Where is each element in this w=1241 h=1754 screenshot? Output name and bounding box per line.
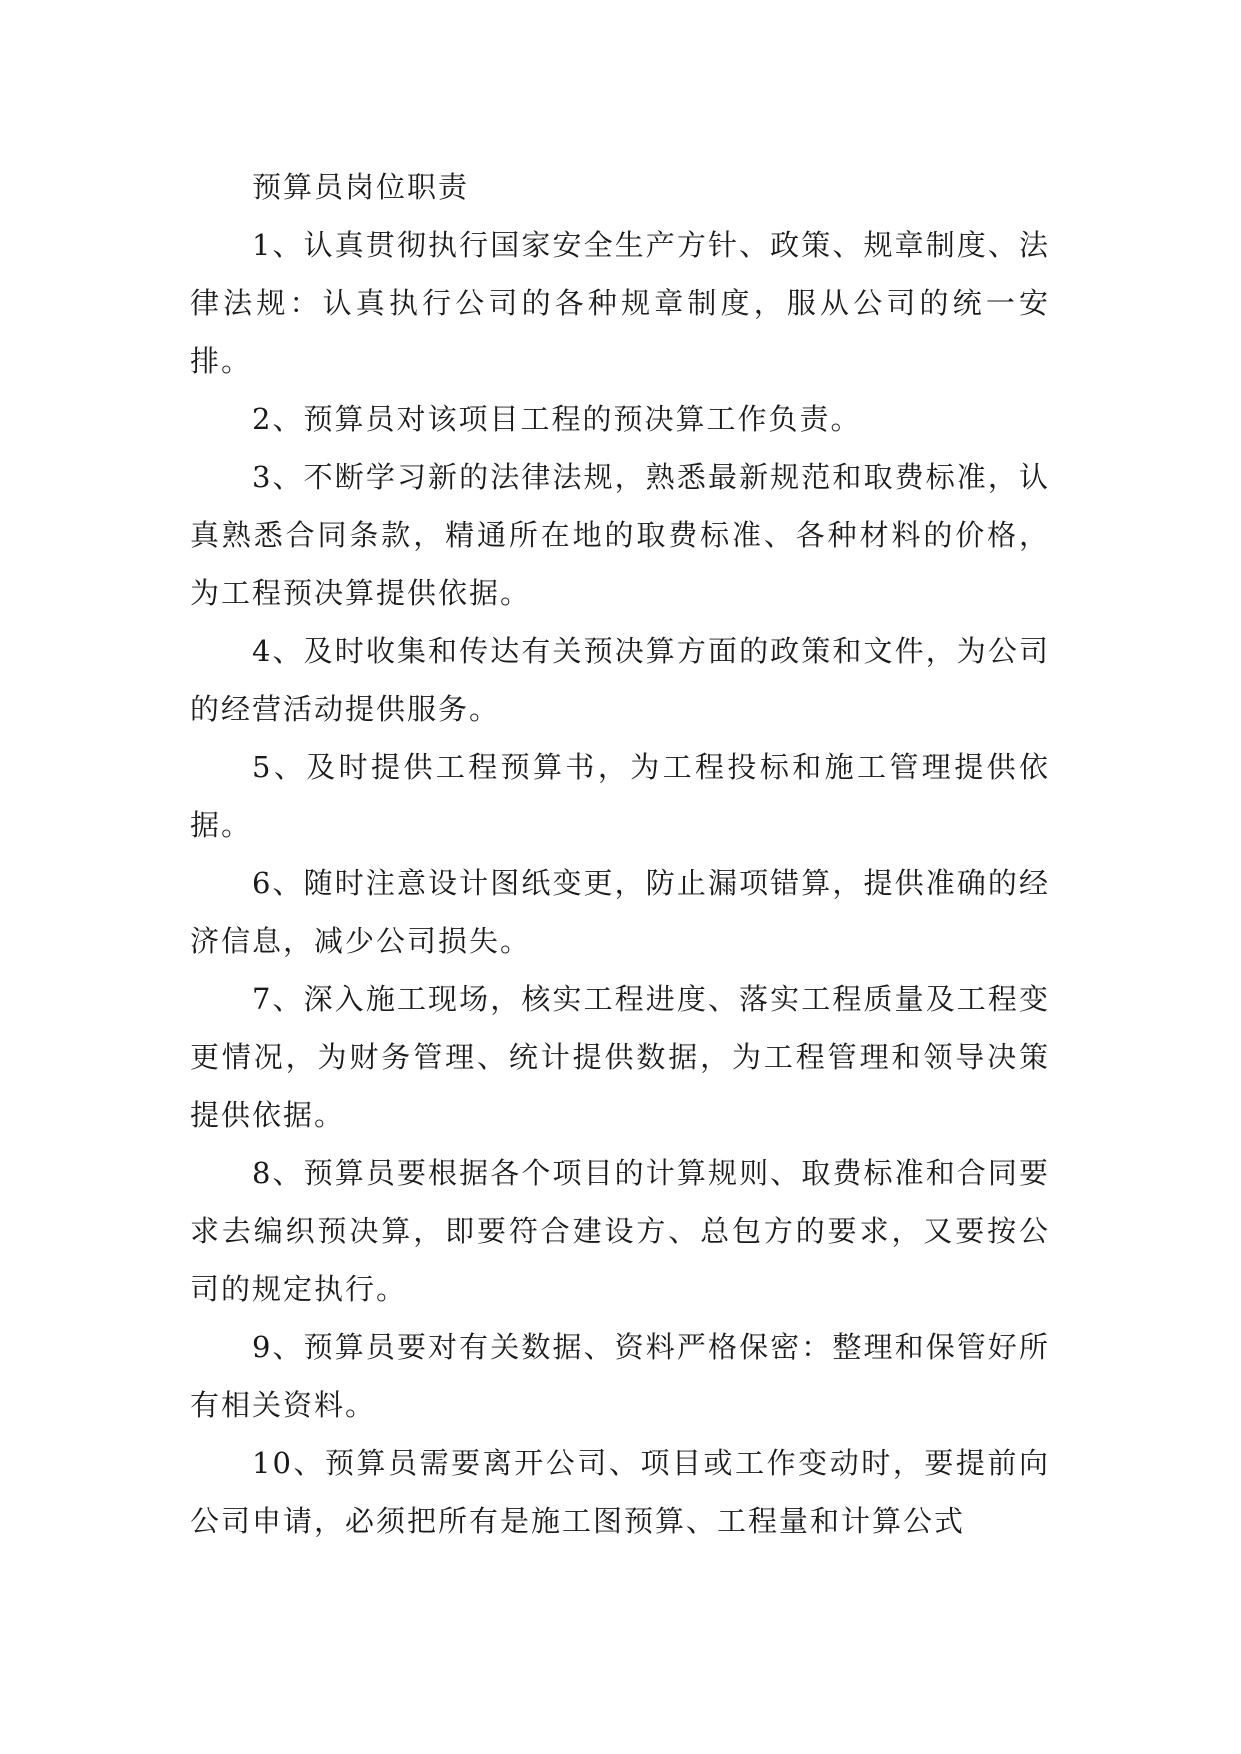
paragraph-3: 3、不断学习新的法律法规，熟悉最新规范和取费标准，认真熟悉合同条款，精通所在地的取费标准、各种材料的价格，为工程预决算提供依据。 xyxy=(190,460,1050,610)
paragraph-10: 10、预算员需要离开公司、项目或工作变动时，要提前向公司申请，必须把所有是施工图预算、工程量和计算公式 xyxy=(190,1446,1050,1538)
paragraph-4: 4、及时收集和传达有关预决算方面的政策和文件，为公司的经营活动提供服务。 xyxy=(190,634,1050,726)
document-body xyxy=(190,158,1050,1550)
paragraph-6: 6、随时注意设计图纸变更，防止漏项错算，提供准确的经济信息，减少公司损失。 xyxy=(190,866,1050,958)
paragraph-7: 7、深入施工现场，核实工程进度、落实工程质量及工程变更情况，为财务管理、统计提供数据，为工程管理和领导决策提供依据。 xyxy=(190,982,1050,1132)
document-title: 预算员岗位职责 xyxy=(252,170,470,204)
paragraph-5: 5、及时提供工程预算书，为工程投标和施工管理提供依据。 xyxy=(190,750,1050,842)
paragraph-8: 8、预算员要根据各个项目的计算规则、取费标准和合同要求去编织预决算，即要符合建设方、总包方的要求，又要按公司的规定执行。 xyxy=(190,1156,1050,1306)
paragraph-2: 2、预算员对该项目工程的预决算工作负责。 xyxy=(252,402,862,436)
paragraph-1: 1、认真贯彻执行国家安全生产方针、政策、规章制度、法律法规：认真执行公司的各种规章制度，服从公司的统一安排。 xyxy=(190,228,1050,378)
paragraph-9: 9、预算员要对有关数据、资料严格保密：整理和保管好所有相关资料。 xyxy=(190,1330,1050,1422)
